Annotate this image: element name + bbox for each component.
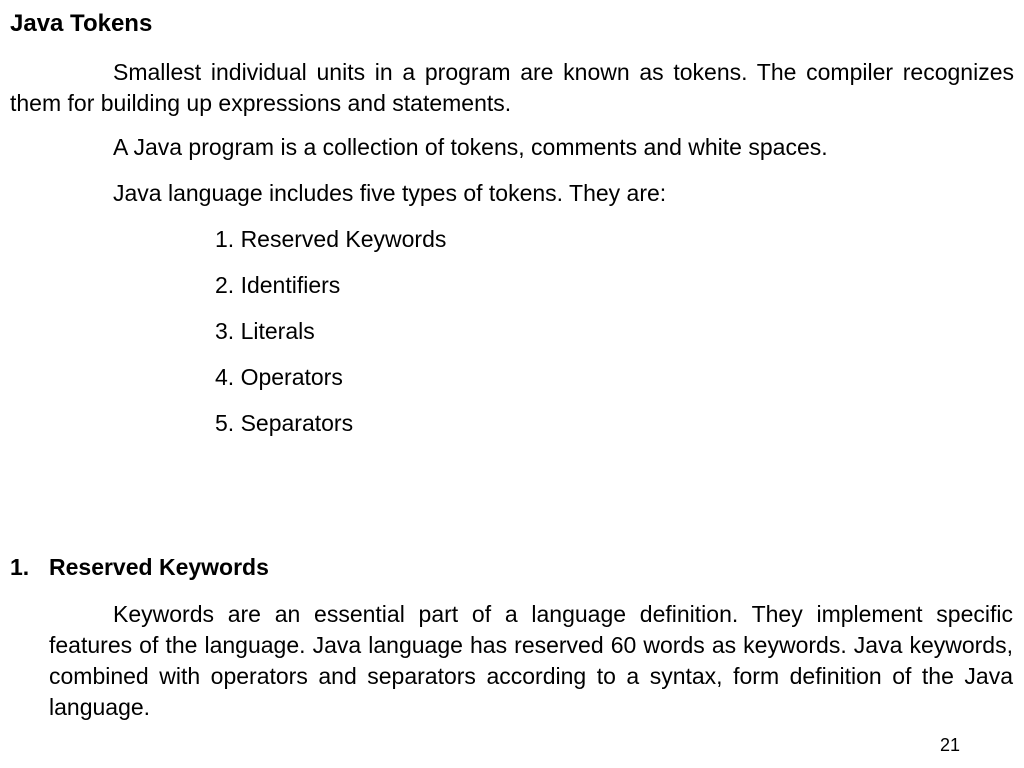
collection-paragraph: A Java program is a collection of tokens, comments and white spaces. xyxy=(113,134,828,160)
page-number: 21 xyxy=(939,735,960,755)
list-item: 4. Operators xyxy=(215,364,343,390)
section-number: 1. xyxy=(10,554,30,580)
section-heading xyxy=(10,552,269,583)
section-paragraph: Keywords are an essential part of a language definition. They implement specific features of the language. Java language has reserved 60 words as keywords. Java keywords, combined with operators and separators according to a syntax, form definition of the Java language. xyxy=(49,601,1013,720)
intro-paragraph: Smallest individual units in a program are known as tokens. The compiler recognizes them for building up expressions and statements. xyxy=(10,59,1014,116)
list-item: 3. Literals xyxy=(215,318,315,344)
section-title: Reserved Keywords xyxy=(49,554,269,580)
list-item: 5. Separators xyxy=(215,410,354,436)
list-item: 2. Identifiers xyxy=(215,272,341,298)
page-title: Java Tokens xyxy=(10,10,153,37)
types-paragraph: Java language includes five types of tokens. They are: xyxy=(113,180,667,206)
list-item: 1. Reserved Keywords xyxy=(215,226,447,252)
